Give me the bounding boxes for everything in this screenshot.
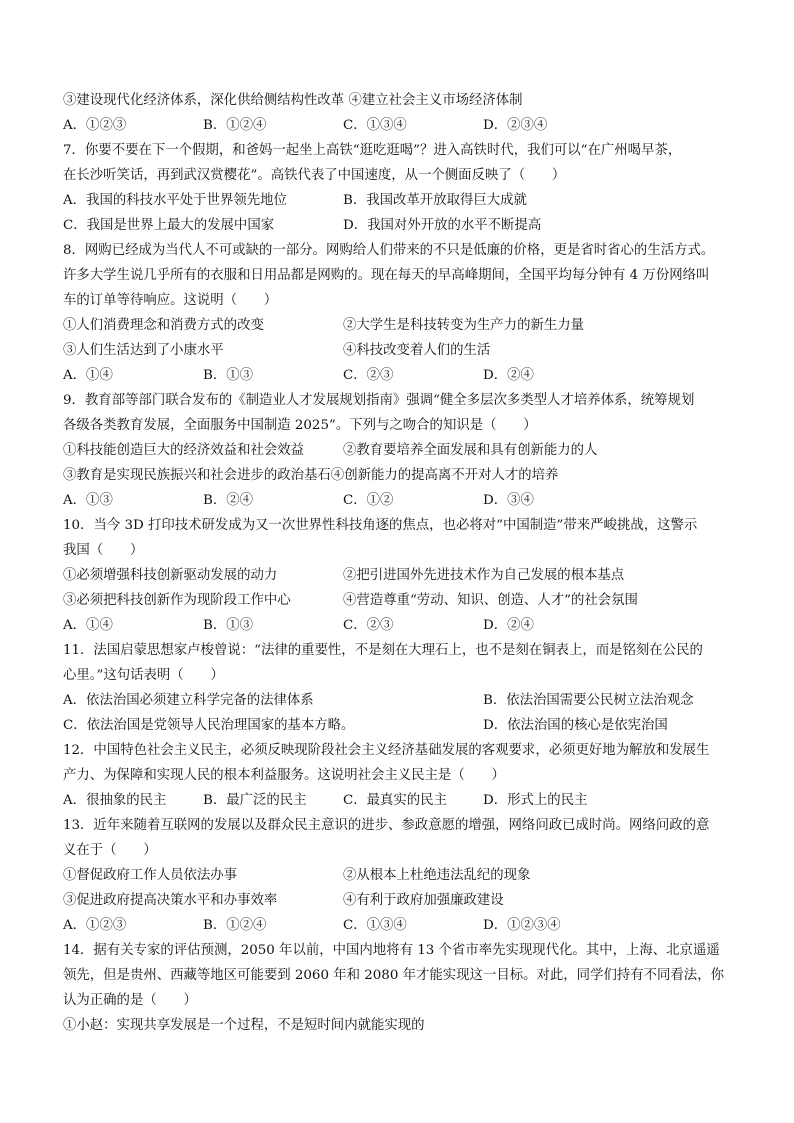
option-text: ①督促政府工作人员依法办事 <box>63 868 238 883</box>
option-text: A．①④ <box>63 618 113 633</box>
text-line: 在长沙听笑话，再到武汉赏樱花”。高铁代表了中国速度，从一个侧面反映了（ ） <box>63 168 566 183</box>
option-row <box>63 788 753 813</box>
option-row <box>63 113 753 138</box>
text-line: ③教育是实现民族振兴和社会进步的政治基石④创新能力的提高离不开对人才的培养 <box>63 468 559 483</box>
option-text: ②教育要培养全面发展和具有创新能力的人 <box>343 443 598 458</box>
option-text: A．依法治国必须建立科学完备的法律体系 <box>63 693 314 708</box>
option-text: D．依法治国的核心是依宪治国 <box>483 718 668 733</box>
option-text: A．①④ <box>63 368 113 383</box>
option-text: D．②④ <box>483 618 534 633</box>
option-row <box>63 313 753 338</box>
text-line: 我国（ ） <box>63 543 144 558</box>
option-text: ③促进政府提高决策水平和办事效率 <box>63 893 278 908</box>
option-row <box>63 488 753 513</box>
option-row <box>63 888 753 913</box>
option-text: ③人们生活达到了小康水平 <box>63 343 224 358</box>
option-text: ④营造尊重“劳动、知识、创造、人才”的社会氛围 <box>343 593 638 608</box>
option-row <box>63 588 753 613</box>
option-row <box>63 188 753 213</box>
text-line: ①小赵：实现共享发展是一个过程，不是短时间内就能实现的 <box>63 1018 425 1033</box>
option-text: ①人们消费理念和消费方式的改变 <box>63 318 264 333</box>
option-row <box>63 613 753 638</box>
option-text: A．我国的科技水平处于世界领先地位 <box>63 193 287 208</box>
text-line: 车的订单等待响应。这说明（ ） <box>63 293 278 308</box>
text-line: 11．法国启蒙思想家卢梭曾说：“法律的重要性，不是刻在大理石上，也不是刻在铜表上，而是铭刻在公民的 <box>63 643 703 658</box>
option-text: ③必须把科技创新作为现阶段工作中心 <box>63 593 291 608</box>
option-text: ④科技改变着人们的生活 <box>343 343 491 358</box>
text-line: 7．你要不要在下一个假期，和爸妈一起坐上高铁“逛吃逛喝”？进入高铁时代，我们可以“在广州喝早茶， <box>63 143 682 158</box>
text-line: 领先，但是贵州、西藏等地区可能要到 2060 年和 2080 年才能实现这一目标。对此，同学们持有不同看法，你 <box>63 968 724 983</box>
option-text: D．①②③④ <box>483 918 561 933</box>
option-text: ①科技能创造巨大的经济效益和社会效益 <box>63 443 305 458</box>
option-text: A．①②③ <box>63 918 127 933</box>
option-text: ④有利于政府加强廉政建设 <box>343 893 504 908</box>
option-text: D．②③④ <box>483 118 548 133</box>
option-text: ②把引进国外先进技术作为自己发展的根本基点 <box>343 568 625 583</box>
text-line: 许多大学生说几乎所有的衣服和日用品都是网购的。现在每天的早高峰期间，全国平均每分钟有 4 万份网络叫 <box>63 268 710 283</box>
option-text: C．②③ <box>343 368 394 383</box>
option-text: ②大学生是科技转变为生产力的新生力量 <box>343 318 585 333</box>
option-row <box>63 438 753 463</box>
option-text: B．①③ <box>203 618 254 633</box>
option-text: C．最真实的民主 <box>343 793 447 808</box>
option-text: A．①③ <box>63 493 113 508</box>
option-row <box>63 363 753 388</box>
option-text: C．②③ <box>343 618 394 633</box>
option-row <box>63 213 753 238</box>
option-text: C．①③④ <box>343 918 407 933</box>
option-text: B．最广泛的民主 <box>203 793 307 808</box>
text-line: 9．教育部等部门联合发布的《制造业人才发展规划指南》强调“健全多层次多类型人才培养体系，统筹规划 <box>63 393 695 408</box>
option-text: A．很抽象的民主 <box>63 793 167 808</box>
option-text: C．依法治国是党领导人民治理国家的基本方略。 <box>63 718 355 733</box>
option-text: B．依法治国需要公民树立法治观念 <box>483 693 694 708</box>
option-row <box>63 563 753 588</box>
option-row <box>63 863 753 888</box>
question-content <box>63 88 753 1038</box>
option-text: B．①②④ <box>203 118 267 133</box>
option-text: D．我国对外开放的水平不断提高 <box>343 218 542 233</box>
option-text: D．形式上的民主 <box>483 793 588 808</box>
text-line: 各级各类教育发展，全面服务中国制造 2025”。下列与之吻合的知识是（ ） <box>63 418 537 433</box>
option-text: ②从根本上杜绝违法乱纪的现象 <box>343 868 531 883</box>
text-line: 13．近年来随着互联网的发展以及群众民主意识的进步、参政意愿的增强，网络问政已成时尚。网络问政的意 <box>63 818 710 833</box>
option-text: C．我国是世界上最大的发展中国家 <box>63 218 275 233</box>
option-row <box>63 713 753 738</box>
option-text: D．②④ <box>483 368 534 383</box>
option-text: A．①②③ <box>63 118 127 133</box>
text-line: 14．据有关专家的评估预测，2050 年以前，中国内地将有 13 个省市率先实现现代化。其中，上海、北京遥遥 <box>63 943 720 958</box>
text-line: 认为正确的是（ ） <box>63 993 197 1008</box>
option-row <box>63 913 753 938</box>
option-text: B．②④ <box>203 493 254 508</box>
text-line: ③建设现代化经济体系，深化供给侧结构性改革 ④建立社会主义市场经济体制 <box>63 93 523 108</box>
option-text: C．①② <box>343 493 394 508</box>
option-text: ①必须增强科技创新驱动发展的动力 <box>63 568 278 583</box>
text-line: 义在于（ ） <box>63 843 157 858</box>
option-text: B．①②④ <box>203 918 267 933</box>
option-text: B．我国改革开放取得巨大成就 <box>343 193 527 208</box>
text-line: 产力、为保障和实现人民的根本利益服务。这说明社会主义民主是（ ） <box>63 768 505 783</box>
text-line: 10．当今 3D 打印技术研发成为又一次世界性科技角逐的焦点，也必将对“中国制造”带来严峻挑战，这警示 <box>63 518 698 533</box>
option-text: C．①③④ <box>343 118 407 133</box>
text-line: 8．网购已经成为当代人不可或缺的一部分。网购给人们带来的不只是低廉的价格，更是省时省心的生活方式。 <box>63 243 715 258</box>
text-line: 12．中国特色社会主义民主，必须反映现阶段社会主义经济基础发展的客观要求，必须更好地为解放和发展生 <box>63 743 710 758</box>
option-text: B．①③ <box>203 368 254 383</box>
text-line: 心里。”这句话表明（ ） <box>63 668 224 683</box>
option-text: D．③④ <box>483 493 534 508</box>
option-row <box>63 338 753 363</box>
option-row <box>63 688 753 713</box>
